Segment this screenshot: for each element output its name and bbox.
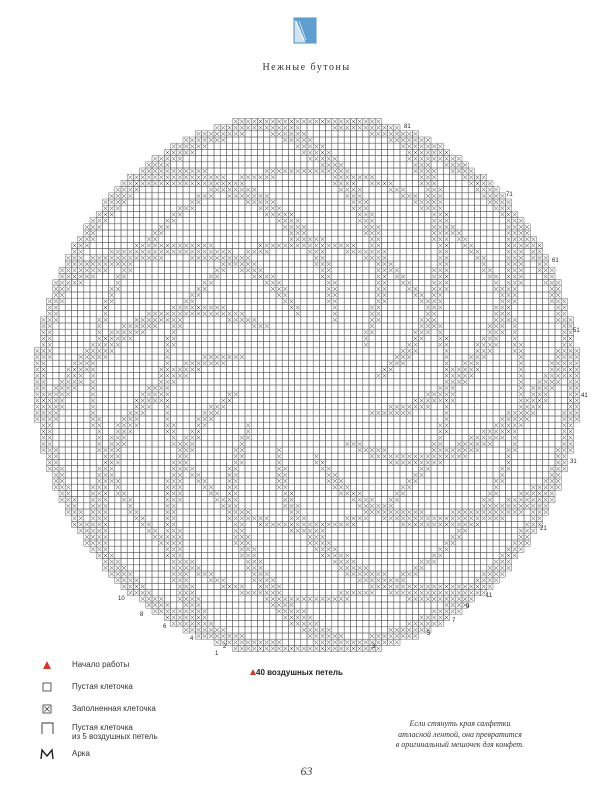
caption-line: Если стянуть края салфетки <box>409 719 511 728</box>
start-chain-label <box>256 668 343 677</box>
empty-cell-icon <box>40 680 54 694</box>
row-number-label: 4 <box>190 636 194 642</box>
row-number-label: 11 <box>486 593 493 599</box>
legend-label-start: Начало работы <box>72 660 130 669</box>
row-number-label: 10 <box>118 596 125 602</box>
row-number-label: 5 <box>427 631 431 637</box>
page-number: 63 <box>300 764 313 778</box>
legend-label-wide-empty: Пустая клеточка <box>72 723 133 732</box>
page-title: Нежные бутоны <box>262 62 351 73</box>
chart-grid <box>34 118 580 651</box>
legend-label-empty: Пустая клеточка <box>72 682 133 691</box>
row-number-label: 51 <box>573 328 580 334</box>
row-number-label: 31 <box>570 459 577 465</box>
legend-label-wide-empty-2: из 5 воздушных петель <box>72 732 158 741</box>
row-number-label: 2 <box>223 644 227 650</box>
caption-note <box>360 719 560 751</box>
row-number-label: 21 <box>540 526 547 532</box>
wide-empty-cell-icon <box>40 721 54 735</box>
legend-label-filled: Заполненная клеточка <box>72 704 156 713</box>
row-number-label: 8 <box>140 612 144 618</box>
row-number-label: 7 <box>452 618 456 624</box>
caption-line: атласной лентой, она превратится <box>398 729 522 739</box>
arch-icon <box>40 747 54 761</box>
row-number-label: 9 <box>466 604 470 610</box>
row-number-label: 71 <box>506 192 513 198</box>
filled-cell-icon <box>40 702 54 716</box>
row-number-label: 41 <box>581 393 588 399</box>
row-number-label: 1 <box>215 651 219 657</box>
row-number-label: 81 <box>404 124 411 130</box>
start-triangle-icon <box>40 658 54 672</box>
start-triangle-icon <box>250 669 256 675</box>
row-number-label: 3 <box>372 644 376 650</box>
row-number-label: 6 <box>163 624 167 630</box>
row-number-label: 61 <box>552 258 559 264</box>
caption-line: в оригинальный мешочек для конфет. <box>395 740 525 749</box>
legend-label-arch: Арка <box>72 749 90 758</box>
start-chain-text: 40 воздушных петель <box>256 668 343 677</box>
